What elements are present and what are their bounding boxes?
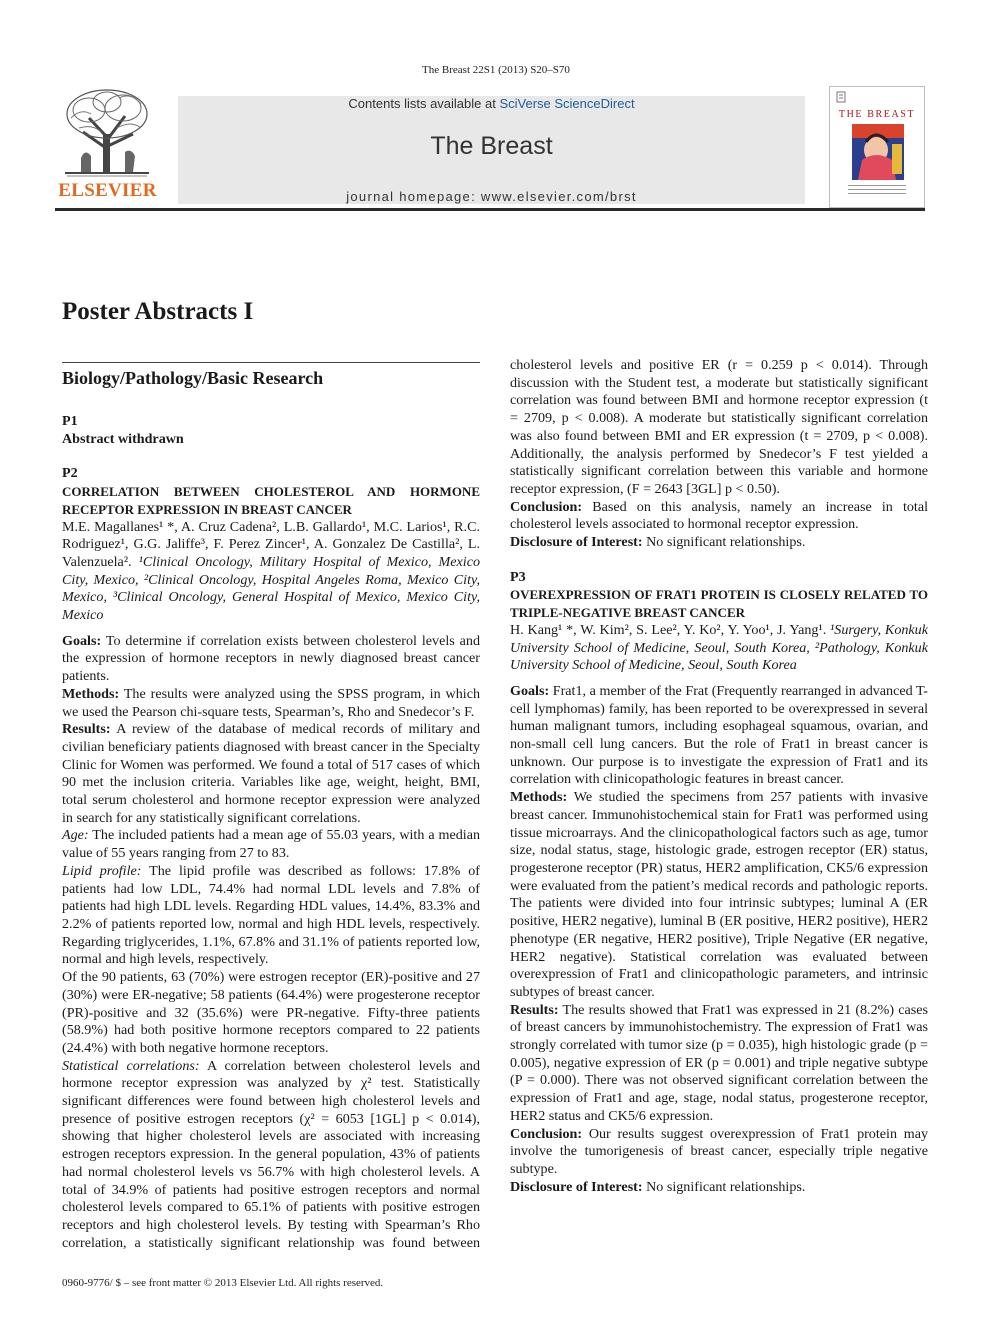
results-p2	[62, 721, 480, 827]
conclusion-label: Conclusion:	[510, 498, 583, 515]
goals-text-p3: Frat1, a member of the Frat (Frequently rearranged in advanced T-cell lymphomas) family, has been reported to be overexpressed in several human malignant tumors, including esophageal squamous, ovarian, and non-small cell lung cancers. But the role of Frat1 in breast cancer is unknown. Our purpose is to investigate the expression of Frat1 and its correlation with clinicopathologic features in breast cancer.	[510, 682, 928, 788]
age-label: Age:	[62, 827, 89, 844]
conclusion-label-p3: Conclusion:	[510, 1125, 583, 1142]
sciencedirect-link[interactable]: SciVerse ScienceDirect	[499, 96, 635, 111]
header-rule	[55, 208, 925, 211]
methods-text-p3: We studied the specimens from 257 patients with invasive breast cancer. Immunohistochemical stain for Frat1 was performed using tissue microarrays. And the clinicopathological factors such as age, tumor size, nodal status, stage, histologic grade, estrogen receptor (ER) status, progesterone receptor (PR) status, HER2 amplification, CK5/6 expression were evaluated from the patient’s medical records and pathologic reports. The patients were divided into four intrinsic subtypes; luminal A (ER positive, HER2 negative), luminal B (ER positive, HER2 positive), HER2 phenotype (ER negative, HER2 positive), Triple Negative (ER negative, HER2 negative). Statistical correlation was evaluated between overexpression of Frat1 and clinicopathologic parameters, and intrinsic subtypes of breast cancer.	[510, 789, 928, 1000]
receptors-text-p2: Of the 90 patients, 63 (70%) were estrogen receptor (ER)-positive and 27 (30%) were ER-negative; 58 patients (64.4%) were progesterone receptor (PR)-positive and 32 (35.6%) were PR-negative. Fifty-three patients (58.9%) had both positive hormone receptors compared to 22 patients (24.4%) with both negative hormone receptors.	[62, 969, 480, 1056]
methods-p3	[510, 789, 928, 1001]
conclusion-p3	[510, 1126, 928, 1179]
lipid-text-p2: The lipid profile was described as follows: 17.8% of patients had low LDL, 74.4% had normal LDL levels and 7.8% of patients had high LDL levels. Regarding HDL values, 14.4%, 83.3% and 2.2% of patients reported low, normal and high HDL levels, respectively. Regarding triglycerides, 1.1%, 67.8% and 31.1% of patients reported low, normal and high levels, respectively.	[62, 862, 480, 968]
column-rule	[62, 362, 480, 363]
abstract-id-p3: P3	[510, 568, 526, 585]
disclosure-p2	[510, 534, 928, 552]
stats-p2	[62, 1058, 480, 1253]
age-text-p2: The included patients had a mean age of 55.03 years, with a median value of 55 years ranging from 27 to 83.	[62, 827, 480, 862]
journal-title: The Breast	[430, 132, 553, 160]
goals-text-p2: To determine if correlation exists between cholesterol levels and the expression of hormone receptors in newly diagnosed breast cancer patients.	[62, 632, 480, 685]
contents-line	[178, 96, 805, 111]
methods-label: Methods:	[62, 685, 120, 702]
contents-prefix: Contents lists available at	[348, 96, 500, 111]
copyright-footer: 0960-9776/ $ – see front matter © 2013 Elsevier Ltd. All rights reserved.	[62, 1277, 384, 1289]
lipid-label: Lipid profile:	[62, 862, 142, 879]
cover-painting-icon	[852, 124, 904, 180]
results-text-p3: The results showed that Frat1 was expressed in 21 (8.2%) cases of breast cancers by immunohistochemistry. The expression of Frat1 was strongly correlated with tumor size (p = 0.035), high histologic grade (p = 0.005), negative expression of ER (p = 0.001) and triple negative subtype (P = 0.000). There was not observed significant correlation between the expression of Frat1 and age, stage, nodal status, progesterone receptor, HER2 status and CK5/6 expression.	[510, 1001, 928, 1124]
stats-text-p2: cholesterol levels and positive ER (r = 0.259 p < 0.014). Through discussion with the Student test, a moderate but statistically significant correlation was found between BMI and hormone receptor expression (t = 2709, p < 0.008). A moderate but statistically significant correlation was also found between BMI and ER expression (t = 2709, p < 0.008). Additionally, the analysis performed by Snedecor’s F test yielded a statistically significant correlation between this variable and hormone receptor expression, (F = 2643 [3GL] p < 0.50).	[510, 357, 928, 497]
elsevier-wordmark: ELSEVIER	[58, 180, 157, 201]
elsevier-logo[interactable]	[55, 88, 160, 210]
stats-text-p2: A correlation between cholesterol levels and hormone receptor expression was analyzed by χ² test. Statistically significant differences were found between high cholesterol levels and presence of positive estrogen receptors (χ² = 6053 [1GL] p < 0.014), showing that higher cholesterol levels are associated with increasing estrogen receptors expression. In the general population, 43% of patients had normal cholesterol levels vs 56.7% with high cholesterol levels. A total of 34.9% of patients had positive estrogen receptors and normal cholesterol levels compared to 65.1% of patients with positive estrogen receptors and high cholesterol levels. By testing with Spearman’s Rho correlation, a statistically significant relationship was found between	[62, 1057, 481, 1251]
methods-text-p2: The results were analyzed using the SPSS program, in which we used the Pearson chi-square tests, Spearman’s, Rho and Snedecor’s F.	[62, 685, 480, 720]
abstract-title-p3: OVEREXPRESSION OF FRAT1 PROTEIN IS CLOSELY RELATED TO TRIPLE-NEGATIVE BREAST CANCER	[510, 587, 928, 621]
subsection-title: Biology/Pathology/Basic Research	[62, 368, 324, 388]
journal-homepage[interactable]: journal homepage: www.elsevier.com/brst	[346, 189, 637, 204]
disclosure-p3	[510, 1179, 928, 1197]
abstract-status-p1: Abstract withdrawn	[62, 430, 184, 447]
journal-header	[178, 96, 805, 204]
goals-p3	[510, 683, 928, 789]
methods-p2	[62, 686, 480, 721]
results-p3	[510, 1002, 928, 1126]
disclosure-label-p3: Disclosure of Interest:	[510, 1178, 643, 1195]
age-p2	[62, 827, 480, 862]
abstract-id-p1: P1	[62, 413, 78, 429]
cover-title: THE BREAST	[838, 109, 916, 120]
cover-text-lines	[848, 185, 906, 197]
affiliations-p3: ¹Surgery, Konkuk University School of Medicine, Seoul, South Korea, ²Pathology, Konkuk University School of Medicine, Seoul, South Korea	[510, 621, 928, 674]
disclosure-label: Disclosure of Interest:	[510, 534, 643, 551]
goals-label-p3: Goals:	[510, 682, 550, 699]
journal-cover[interactable]	[829, 86, 925, 208]
journal-reference: The Breast 22S1 (2013) S20–S70	[422, 64, 570, 76]
stats-p2-cont	[510, 357, 928, 499]
conclusion-p2	[510, 499, 928, 534]
results-label: Results:	[62, 721, 111, 738]
right-column	[510, 357, 928, 1196]
authors-p3	[510, 622, 928, 675]
results-text-p2: A review of the database of medical records of military and civilian beneficiary patients diagnosed with breast cancer in the Specialty Clinic for Women was performed. We found a total of 517 cases of which 90 met the inclusion criteria. Variables like age, weight, height, BMI, total serum cholesterol and hormone receptor expression were analyzed in search for any statistically significant correlations.	[62, 721, 480, 826]
author-names-p3: H. Kang¹ *, W. Kim², S. Lee², Y. Ko², Y. Yoo¹, J. Yang¹.	[510, 621, 831, 638]
stats-label: Statistical correlations:	[62, 1057, 200, 1074]
goals-label: Goals:	[62, 632, 102, 649]
abstract-id-p2: P2	[62, 465, 78, 482]
elsevier-tree-icon	[59, 88, 155, 180]
affiliations-p2: ¹Clinical Oncology, Military Hospital of Mexico, Mexico City, Mexico, ²Clinical Oncology, Hospital Angeles Roma, Mexico City, Mexico, ³Clinical Oncology, General Hospital of Mexico, Mexico City, Mexico	[62, 553, 481, 624]
lipid-p2	[62, 863, 480, 969]
abstract-title-p2: CORRELATION BETWEEN CHOLESTEROL AND HORMONE RECEPTOR EXPRESSION IN BREAST CANCER	[62, 484, 480, 517]
conclusion-text-p2: Based on this analysis, namely an increase in total cholesterol levels associated to hormonal receptor expression.	[510, 498, 928, 533]
section-title: Poster Abstracts I	[62, 298, 254, 325]
results-label-p3: Results:	[510, 1001, 559, 1018]
left-column	[62, 413, 480, 1252]
authors-p2	[62, 519, 480, 625]
conclusion-text-p3: Our results suggest overexpression of Frat1 protein may involve the tumorigenesis of breast cancer, especially triple negative subtype.	[510, 1125, 928, 1177]
disclosure-text-p3: No significant relationships.	[646, 1178, 806, 1195]
cover-publisher-icon	[836, 91, 846, 103]
goals-p2	[62, 633, 480, 686]
disclosure-text-p2: No significant relationships.	[646, 534, 806, 551]
author-names-p2: M.E. Magallanes¹ *, A. Cruz Cadena², L.B. Gallardo¹, M.C. Larios¹, R.C. Rodriguez¹, G.G. Jaliffe³, F. Perez Zincer¹, A. Gonzalez De Castilla², L. Valenzuela².	[62, 518, 480, 570]
methods-label-p3: Methods:	[510, 789, 568, 806]
